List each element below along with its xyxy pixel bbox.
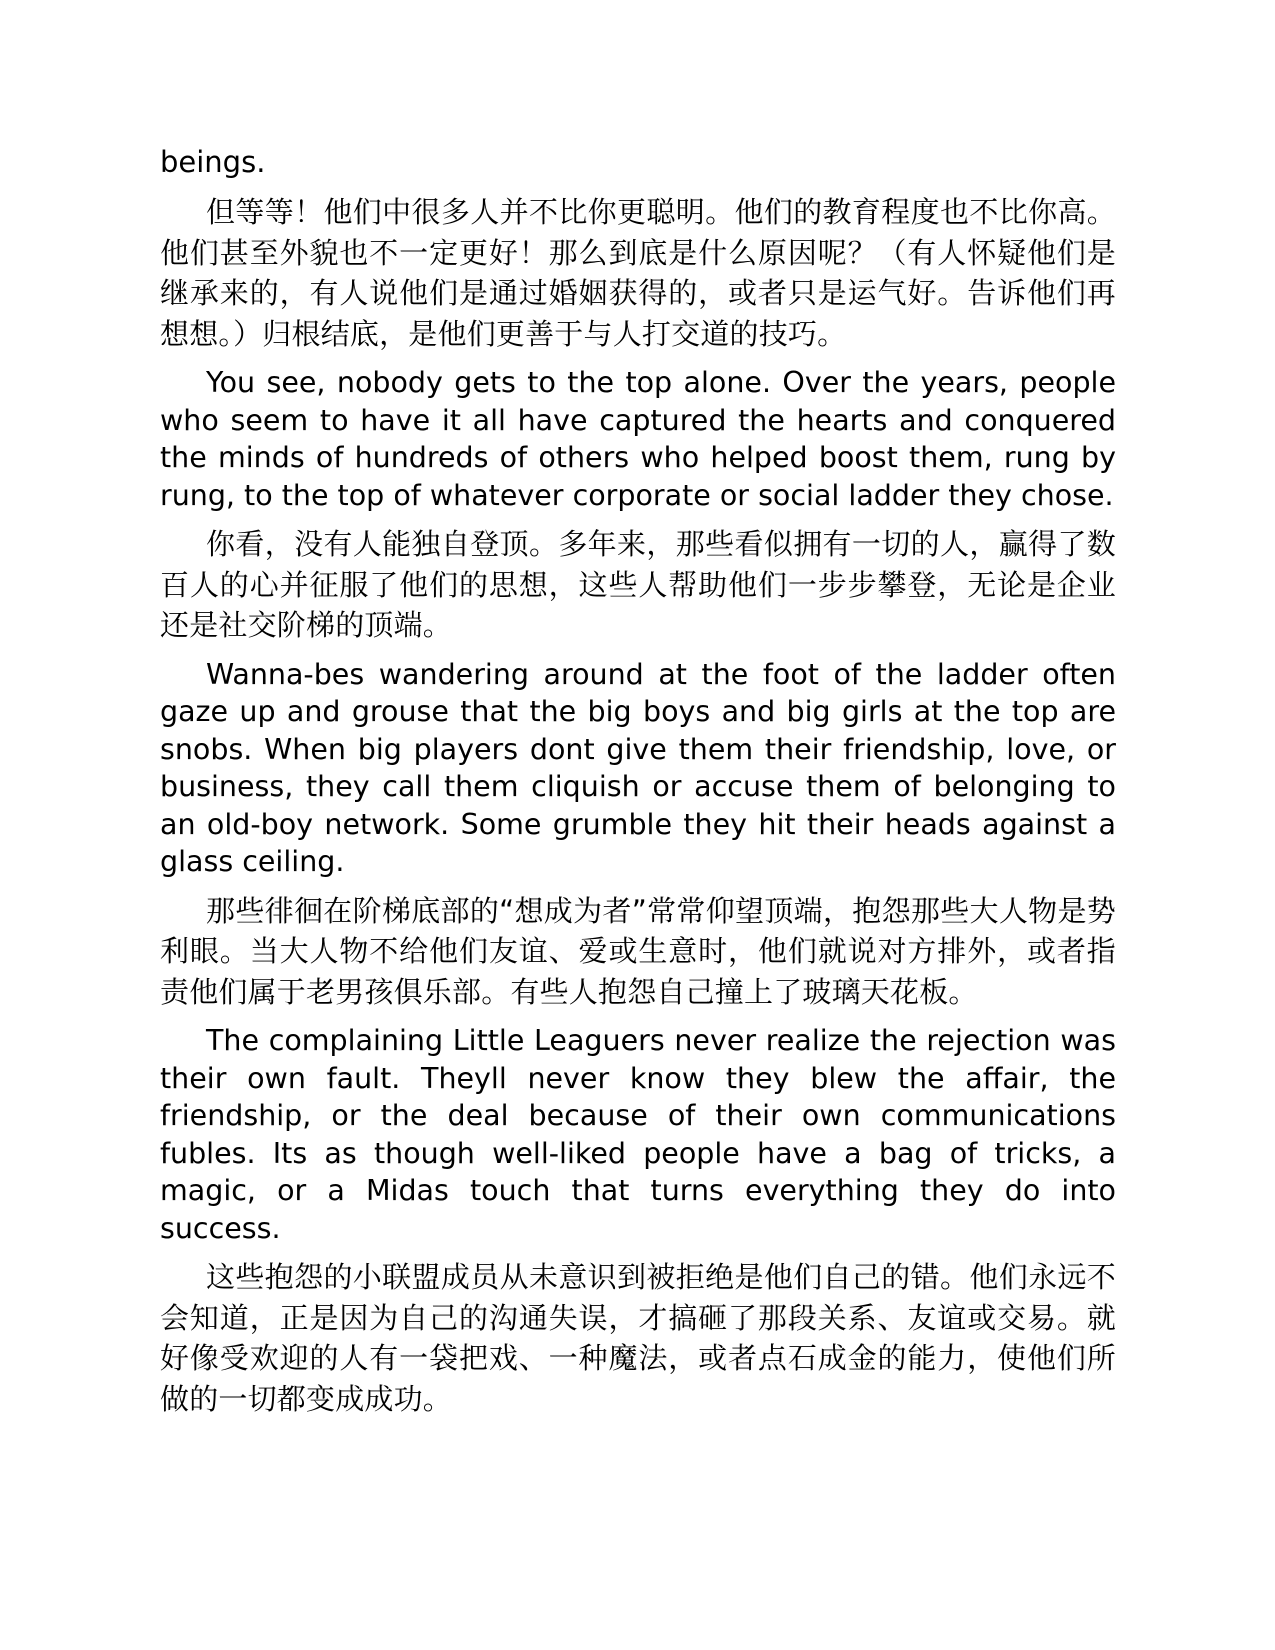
paragraph-en-3: The complaining Little Leaguers never realize the rejection was their own fault. Theyll never know they blew the affair, the friendship, or the deal because of their own communications fubles. Its as though well-liked people have a bag of tricks, a magic, or a Midas touch that turns everything they do into success. (160, 1024, 1116, 1245)
paragraph-zh-3: 那些徘徊在阶梯底部的“想成为者”常常仰望顶端，抱怨那些大人物是势利眼。当大人物不给他们友谊、爱或生意时，他们就说对方排外，或者指责他们属于老男孩俱乐部。有些人抱怨自己撞上了玻璃天花板。 (160, 893, 1116, 1009)
paragraph-zh-2: 你看，没有人能独自登顶。多年来，那些看似拥有一切的人，赢得了数百人的心并征服了他们的思想，这些人帮助他们一步步攀登，无论是企业还是社交阶梯的顶端。 (160, 527, 1116, 642)
paragraph-en-1: You see, nobody gets to the top alone. Over the years, people who seem to have it all have captured the hearts and conquered the minds of hundreds of others who helped boost them, rung by rung, to the top of whatever corporate or social ladder they chose. (160, 366, 1116, 512)
continuation-text: beings. (160, 145, 266, 179)
paragraph-zh-1: 但等等！他们中很多人并不比你更聪明。他们的教育程度也不比你高。他们甚至外貌也不一定更好！那么到底是什么原因呢？（有人怀疑他们是继承来的，有人说他们是通过婚姻获得的，或者只是运气好。告诉他们再想想。）归根结底，是他们更善于与人打交道的技巧。 (160, 195, 1116, 351)
paragraph-zh-4: 这些抱怨的小联盟成员从未意识到被拒绝是他们自己的错。他们永远不会知道，正是因为自己的沟通失误，才搞砸了那段关系、友谊或交易。就好像受欢迎的人有一袋把戏、一种魔法，或者点石成金的能力，使他们所做的一切都变成成功。 (160, 1260, 1116, 1416)
document-page (160, 142, 1116, 1429)
paragraph-en-2: Wanna-bes wandering around at the foot of the ladder often gaze up and grouse that the big boys and big girls at the top are snobs. When big players dont give them their friendship, love, or business, they call them cliquish or accuse them of belonging to an old-boy network. Some grumble they hit their heads against a glass ceiling. (160, 657, 1116, 878)
